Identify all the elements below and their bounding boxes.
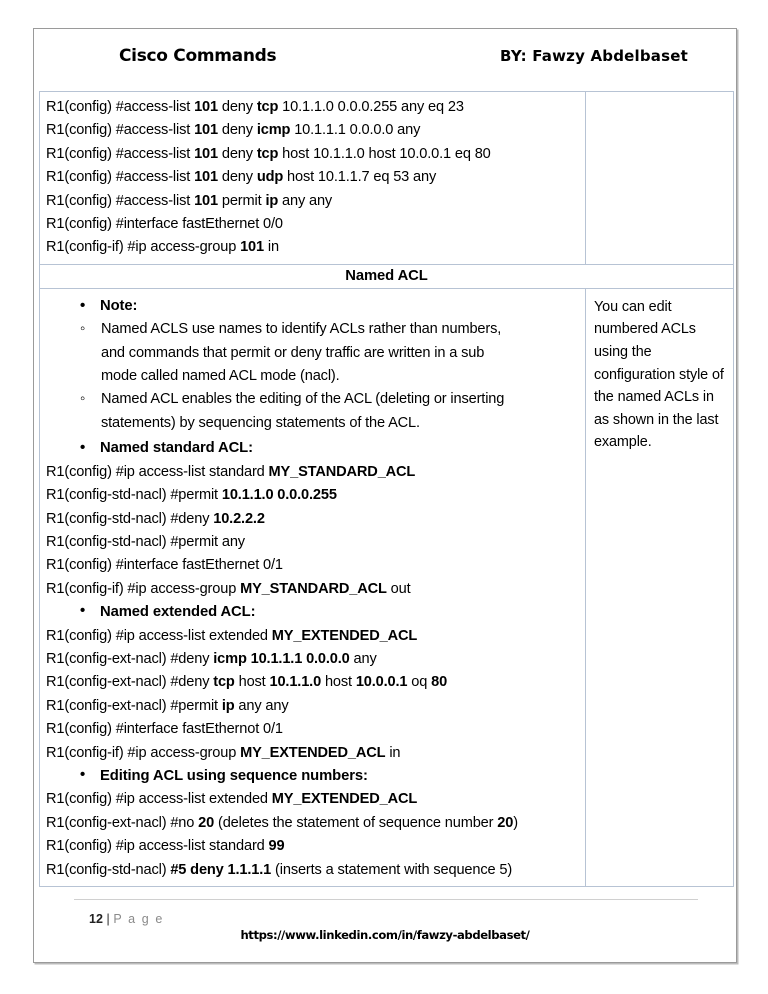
command-keyword: MY_EXTENDED_ACL bbox=[271, 627, 418, 644]
command-text: host bbox=[321, 674, 356, 691]
command-text: R1(config) #ip access-list standard bbox=[46, 838, 269, 855]
command-keyword: 80 bbox=[431, 674, 448, 691]
command-line bbox=[46, 236, 585, 259]
command-text: R1(config-if) #ip access-group bbox=[46, 239, 241, 256]
command-keyword: 10.0.0.1 bbox=[355, 674, 408, 691]
command-text: deny bbox=[217, 145, 257, 162]
command-line bbox=[46, 648, 585, 671]
command-keyword: MY_STANDARD_ACL bbox=[268, 463, 416, 480]
numbered-acl-command-list bbox=[40, 92, 585, 264]
command-line bbox=[46, 484, 585, 507]
author-byline: BY: Fawzy Abdelbaset bbox=[500, 47, 688, 65]
command-keyword: 20 bbox=[497, 814, 514, 831]
command-text: R1(config-std-nacl) #permit bbox=[46, 487, 222, 504]
command-text: R1(config) #access-list bbox=[46, 192, 195, 209]
command-text: R1(config-ext-nacl) #permit bbox=[46, 697, 222, 714]
command-line bbox=[46, 119, 585, 142]
section-heading-named-acl: Named ACL bbox=[345, 267, 428, 284]
command-keyword: 10.2.2.2 bbox=[213, 510, 265, 527]
command-text: R1(config-ext-nacl) #no bbox=[46, 814, 199, 831]
command-text: 10.1.1.0 0.0.0.255 any eq 23 bbox=[278, 99, 464, 115]
side-note-cell-empty bbox=[586, 92, 734, 265]
command-text: permit bbox=[217, 192, 266, 209]
footer-divider bbox=[74, 899, 698, 900]
command-text: in bbox=[385, 744, 401, 761]
command-keyword: 20 bbox=[198, 814, 215, 831]
command-keyword: udp bbox=[256, 169, 284, 186]
command-text: oq bbox=[407, 674, 432, 691]
named-extended-command-list bbox=[46, 625, 585, 765]
named-extended-heading: • Named extended ACL: bbox=[46, 601, 585, 624]
command-keyword: 101 bbox=[194, 145, 218, 162]
command-keyword: tcp bbox=[256, 99, 279, 115]
command-keyword: icmp bbox=[256, 122, 291, 139]
command-text: R1(config-std-nacl) bbox=[46, 861, 171, 878]
note-sub-item: ◦ Named ACLS use names to identify ACLs rather than numbers, and commands that permit or deny traffic are written in a sub mode called named ACL mode (nacl). bbox=[80, 318, 521, 388]
command-line bbox=[46, 190, 585, 213]
numbered-acl-cell bbox=[40, 92, 586, 265]
command-line bbox=[46, 578, 585, 601]
named-standard-heading-list bbox=[46, 437, 585, 460]
command-text: host 10.1.1.7 eq 53 any bbox=[283, 169, 437, 186]
page-title: Cisco Commands bbox=[119, 46, 277, 66]
command-line bbox=[46, 461, 585, 484]
command-keyword: #5 deny 1.1.1.1 bbox=[170, 861, 272, 878]
command-keyword: 99 bbox=[268, 838, 285, 855]
command-text: R1(config) #access-list bbox=[46, 169, 195, 186]
command-line bbox=[46, 213, 585, 236]
command-text: R1(config) #interface fastEthernet 0/1 bbox=[46, 557, 283, 574]
command-line bbox=[46, 788, 585, 811]
command-text: deny bbox=[217, 99, 257, 115]
named-standard-command-list bbox=[46, 461, 585, 601]
side-note-cell bbox=[586, 288, 734, 886]
command-keyword: 101 bbox=[194, 122, 218, 139]
editing-acl-command-list bbox=[46, 788, 585, 882]
command-text: R1(config) #interface fastEthernot 0/1 bbox=[46, 721, 283, 738]
command-text: (inserts a statement with sequence 5) bbox=[271, 861, 513, 878]
named-acl-body-cell bbox=[40, 288, 586, 886]
table-row bbox=[40, 288, 734, 886]
command-keyword: ip bbox=[221, 697, 235, 714]
footer-page-indicator bbox=[89, 912, 164, 926]
footer-page-word: P a g e bbox=[113, 912, 164, 926]
command-text: R1(config) #access-list bbox=[46, 99, 195, 115]
command-line bbox=[46, 166, 585, 189]
command-keyword: 10.1.1.0 0.0.0.255 bbox=[221, 487, 337, 504]
command-text: deny bbox=[217, 122, 257, 139]
command-text: R1(config) #ip access-list extended bbox=[46, 791, 272, 808]
command-line bbox=[46, 508, 585, 531]
command-line bbox=[46, 554, 585, 577]
named-standard-heading: • Named standard ACL: bbox=[80, 437, 585, 460]
command-keyword: MY_STANDARD_ACL bbox=[240, 580, 387, 597]
command-line bbox=[46, 531, 585, 554]
command-keyword: MY_EXTENDED_ACL bbox=[240, 744, 386, 761]
command-line bbox=[46, 835, 585, 858]
command-text: ) bbox=[513, 814, 518, 831]
command-text: (deletes the statement of sequence number bbox=[214, 814, 498, 831]
command-line bbox=[46, 718, 585, 741]
command-keyword: tcp bbox=[256, 145, 279, 162]
note-sub-item: ◦ Named ACL enables the editing of the ACL (deleting or inserting statements) by sequencing statements of the ACL. bbox=[80, 388, 521, 435]
command-text: R1(config-ext-nacl) #deny bbox=[46, 650, 214, 667]
command-text: R1(config) #ip access-list standard bbox=[46, 463, 269, 480]
command-line bbox=[46, 143, 585, 166]
command-line bbox=[46, 671, 585, 694]
command-text: R1(config) #access-list bbox=[46, 145, 195, 162]
command-line bbox=[46, 859, 585, 882]
command-keyword: ip bbox=[265, 192, 279, 209]
command-text: R1(config) #ip access-list extended bbox=[46, 627, 272, 644]
command-text: R1(config-if) #ip access-group bbox=[46, 744, 241, 761]
command-keyword: 101 bbox=[194, 99, 218, 115]
command-keyword: 101 bbox=[194, 192, 218, 209]
command-text: any any bbox=[234, 697, 289, 714]
document-header bbox=[34, 29, 736, 89]
command-text: R1(config-std-nacl) #deny bbox=[46, 510, 214, 527]
command-keyword: 101 bbox=[194, 169, 218, 186]
side-note-paragraph: as shown in the last example. bbox=[594, 411, 719, 451]
command-line bbox=[46, 742, 585, 765]
note-label: • Note: bbox=[80, 295, 585, 318]
command-text: 10.1.1.1 0.0.0.0 any bbox=[290, 122, 421, 139]
command-text: R1(config-if) #ip access-group bbox=[46, 580, 241, 597]
command-text: R1(config-ext-nacl) #deny bbox=[46, 674, 214, 691]
editing-acl-heading: • Editing ACL using sequence numbers: bbox=[46, 765, 585, 788]
side-note-text bbox=[586, 289, 733, 460]
footer-separator: | bbox=[106, 912, 110, 926]
table-row bbox=[40, 264, 734, 288]
side-note-paragraph: You can edit numbered ACLs using the configuration style of the named ACLs in bbox=[594, 298, 724, 406]
command-text: host 10.1.1.0 host 10.0.0.1 eq 80 bbox=[278, 145, 491, 162]
command-keyword: icmp 10.1.1.1 0.0.0.0 bbox=[213, 650, 350, 667]
command-text: any any bbox=[278, 192, 333, 209]
command-line bbox=[46, 625, 585, 648]
named-acl-body bbox=[40, 289, 585, 886]
command-line bbox=[46, 96, 585, 119]
command-line bbox=[46, 695, 585, 718]
command-text: any bbox=[349, 650, 377, 667]
command-text: R1(config-std-nacl) #permit any bbox=[46, 533, 245, 550]
note-sub-bullet-list bbox=[46, 318, 585, 435]
section-heading-cell bbox=[40, 264, 734, 288]
command-text: deny bbox=[217, 169, 257, 186]
table-row bbox=[40, 92, 734, 265]
command-text: in bbox=[263, 239, 279, 256]
command-keyword: 10.1.1.0 bbox=[269, 674, 322, 691]
note-bullet-list bbox=[46, 295, 585, 318]
footer-page-number: 12 bbox=[89, 912, 103, 926]
command-text: R1(config) #access-list bbox=[46, 122, 195, 139]
command-text: R1(config) #interface fastEthernet 0/0 bbox=[46, 216, 283, 233]
command-keyword: tcp bbox=[213, 674, 235, 691]
footer-linkedin-url[interactable]: https://www.linkedin.com/in/fawzy-abdelbaset/ bbox=[240, 928, 530, 942]
command-text: out bbox=[386, 580, 411, 597]
page-frame bbox=[33, 28, 737, 963]
acl-commands-table bbox=[39, 91, 734, 887]
command-text: host bbox=[234, 674, 270, 691]
command-keyword: 101 bbox=[240, 239, 264, 256]
command-line bbox=[46, 812, 585, 835]
command-keyword: MY_EXTENDED_ACL bbox=[271, 791, 418, 808]
